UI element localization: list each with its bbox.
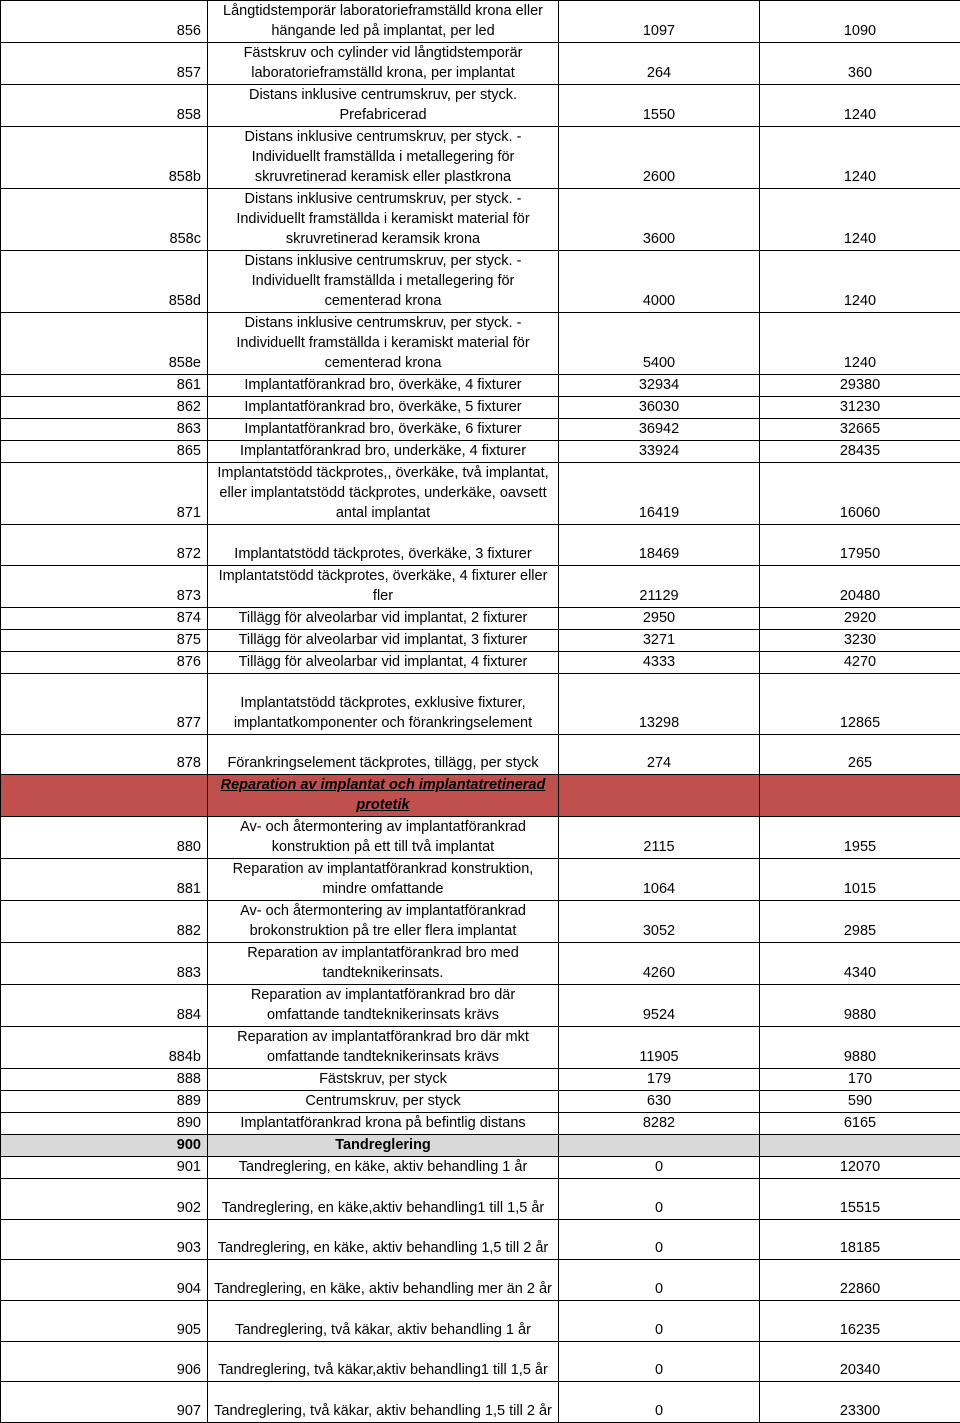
price-b-cell: 18185 <box>760 1220 960 1260</box>
code-cell: 882 <box>1 901 208 943</box>
table-row <box>1 525 960 566</box>
price-a-cell: 264 <box>559 43 760 85</box>
code-cell: 877 <box>1 674 208 735</box>
description-cell: Reparation av implantatförankrad bro där mkt omfattande tandteknikerinsats krävs <box>208 1027 559 1069</box>
description-cell: Tillägg för alveolarbar vid implantat, 3 fixturer <box>208 630 559 652</box>
description-cell: Av- och återmontering av implantatförankrad brokonstruktion på tre eller flera implantat <box>208 901 559 943</box>
description-cell: Reparation av implantatförankrad konstruktion, mindre omfattande <box>208 859 559 901</box>
price-b-cell: 1240 <box>760 313 960 375</box>
price-b-cell: 32665 <box>760 419 960 441</box>
code-cell: 871 <box>1 463 208 525</box>
description-cell: Tandreglering, en käke, aktiv behandling 1 år <box>208 1157 559 1179</box>
table-row <box>1 1 960 43</box>
price-a-cell: 1064 <box>559 859 760 901</box>
price-a-cell: 0 <box>559 1260 760 1301</box>
price-a-cell <box>559 1135 760 1157</box>
price-a-cell: 32934 <box>559 375 760 397</box>
description-cell: Implantatförankrad krona på befintlig distans <box>208 1113 559 1135</box>
price-b-cell: 9880 <box>760 985 960 1027</box>
price-a-cell: 0 <box>559 1342 760 1382</box>
code-cell: 865 <box>1 441 208 463</box>
code-cell: 858 <box>1 85 208 127</box>
price-b-cell: 31230 <box>760 397 960 419</box>
price-a-cell: 630 <box>559 1091 760 1113</box>
price-a-cell: 33924 <box>559 441 760 463</box>
description-cell: Tandreglering, två käkar, aktiv behandling 1 år <box>208 1301 559 1342</box>
price-a-cell: 21129 <box>559 566 760 608</box>
price-b-cell: 2920 <box>760 608 960 630</box>
table-row <box>1 817 960 859</box>
code-cell: 884b <box>1 1027 208 1069</box>
price-a-cell: 18469 <box>559 525 760 566</box>
table-row <box>1 85 960 127</box>
description-cell: Implantatförankrad bro, överkäke, 5 fixturer <box>208 397 559 419</box>
price-b-cell: 1955 <box>760 817 960 859</box>
group-header-row <box>1 1135 960 1157</box>
code-cell: 858c <box>1 189 208 251</box>
section-row <box>1 775 960 817</box>
price-a-cell: 2950 <box>559 608 760 630</box>
price-a-cell <box>559 775 760 817</box>
description-cell: Implantatstödd täckprotes, exklusive fixturer, implantatkomponenter och förankringselement <box>208 674 559 735</box>
table-row <box>1 463 960 525</box>
price-a-cell: 3600 <box>559 189 760 251</box>
code-cell: 888 <box>1 1069 208 1091</box>
code-cell: 876 <box>1 652 208 674</box>
description-cell: Långtidstemporär laboratorieframställd krona eller hängande led på implantat, per led <box>208 1 559 43</box>
code-cell: 874 <box>1 608 208 630</box>
price-b-cell: 28435 <box>760 441 960 463</box>
price-b-cell: 1240 <box>760 127 960 189</box>
code-cell <box>1 775 208 817</box>
code-cell: 902 <box>1 1179 208 1220</box>
table-row <box>1 441 960 463</box>
price-a-cell: 3271 <box>559 630 760 652</box>
description-cell: Implantatstödd täckprotes,, överkäke, två implantat, eller implantatstödd täckprotes, underkäke, oavsett antal implantat <box>208 463 559 525</box>
price-b-cell: 1015 <box>760 859 960 901</box>
price-a-cell: 8282 <box>559 1113 760 1135</box>
price-a-cell: 4000 <box>559 251 760 313</box>
table-row <box>1 1069 960 1091</box>
table-row <box>1 1091 960 1113</box>
table-row <box>1 43 960 85</box>
code-cell: 878 <box>1 735 208 775</box>
description-cell: Tandreglering, en käke, aktiv behandling 1,5 till 2 år <box>208 1220 559 1260</box>
code-cell: 907 <box>1 1382 208 1423</box>
table-row <box>1 943 960 985</box>
table-row <box>1 127 960 189</box>
code-cell: 858e <box>1 313 208 375</box>
price-b-cell: 20480 <box>760 566 960 608</box>
description-cell: Tandreglering, en käke, aktiv behandling mer än 2 år <box>208 1260 559 1301</box>
price-b-cell: 12070 <box>760 1157 960 1179</box>
price-b-cell: 4270 <box>760 652 960 674</box>
price-a-cell: 0 <box>559 1301 760 1342</box>
table-row <box>1 674 960 735</box>
code-cell: 884 <box>1 985 208 1027</box>
code-cell: 904 <box>1 1260 208 1301</box>
code-cell: 903 <box>1 1220 208 1260</box>
table-row <box>1 735 960 775</box>
table-row <box>1 251 960 313</box>
price-a-cell: 179 <box>559 1069 760 1091</box>
price-b-cell: 1090 <box>760 1 960 43</box>
price-b-cell: 15515 <box>760 1179 960 1220</box>
description-cell: Implantatförankrad bro, underkäke, 4 fixturer <box>208 441 559 463</box>
code-cell: 880 <box>1 817 208 859</box>
table-row <box>1 1179 960 1220</box>
price-a-cell: 2600 <box>559 127 760 189</box>
code-cell: 862 <box>1 397 208 419</box>
description-cell: Förankringselement täckprotes, tillägg, per styck <box>208 735 559 775</box>
price-b-cell: 6165 <box>760 1113 960 1135</box>
price-b-cell: 22860 <box>760 1260 960 1301</box>
price-a-cell: 11905 <box>559 1027 760 1069</box>
code-cell: 872 <box>1 525 208 566</box>
price-a-cell: 4260 <box>559 943 760 985</box>
price-b-cell <box>760 1135 960 1157</box>
price-a-cell: 36942 <box>559 419 760 441</box>
description-cell: Tandreglering <box>208 1135 559 1157</box>
price-a-cell: 274 <box>559 735 760 775</box>
price-b-cell: 9880 <box>760 1027 960 1069</box>
table-row <box>1 1342 960 1382</box>
table-row <box>1 1157 960 1179</box>
price-b-cell: 1240 <box>760 189 960 251</box>
table-row <box>1 1220 960 1260</box>
code-cell: 858b <box>1 127 208 189</box>
description-cell: Tandreglering, en käke,aktiv behandling1 till 1,5 år <box>208 1179 559 1220</box>
code-cell: 900 <box>1 1135 208 1157</box>
price-a-cell: 1097 <box>559 1 760 43</box>
price-b-cell: 16060 <box>760 463 960 525</box>
price-a-cell: 16419 <box>559 463 760 525</box>
table-row <box>1 901 960 943</box>
price-a-cell: 2115 <box>559 817 760 859</box>
price-b-cell: 360 <box>760 43 960 85</box>
price-a-cell: 0 <box>559 1220 760 1260</box>
price-b-cell: 16235 <box>760 1301 960 1342</box>
description-cell: Distans inklusive centrumskruv, per styck. - Individuellt framställda i keramiskt material för skruvretinerad keramsik krona <box>208 189 559 251</box>
table-row <box>1 1027 960 1069</box>
table-row <box>1 566 960 608</box>
table-row <box>1 1260 960 1301</box>
price-a-cell: 0 <box>559 1382 760 1423</box>
code-cell: 881 <box>1 859 208 901</box>
price-table-body <box>1 1 960 1423</box>
code-cell: 901 <box>1 1157 208 1179</box>
description-cell: Implantatstödd täckprotes, överkäke, 4 fixturer eller fler <box>208 566 559 608</box>
price-b-cell: 2985 <box>760 901 960 943</box>
table-row <box>1 985 960 1027</box>
price-b-cell: 1240 <box>760 251 960 313</box>
price-b-cell: 4340 <box>760 943 960 985</box>
price-b-cell: 3230 <box>760 630 960 652</box>
description-cell: Implantatförankrad bro, överkäke, 4 fixturer <box>208 375 559 397</box>
description-cell: Implantatstödd täckprotes, överkäke, 3 fixturer <box>208 525 559 566</box>
table-row <box>1 189 960 251</box>
price-b-cell: 12865 <box>760 674 960 735</box>
price-b-cell: 170 <box>760 1069 960 1091</box>
code-cell: 861 <box>1 375 208 397</box>
price-b-cell: 265 <box>760 735 960 775</box>
description-cell: Fästskruv, per styck <box>208 1069 559 1091</box>
price-b-cell: 17950 <box>760 525 960 566</box>
description-cell: Implantatförankrad bro, överkäke, 6 fixturer <box>208 419 559 441</box>
description-cell: Distans inklusive centrumskruv, per styck. - Individuellt framställda i metallegering för skruvretinerad keramisk eller plastkrona <box>208 127 559 189</box>
price-a-cell: 36030 <box>559 397 760 419</box>
description-cell: Centrumskruv, per styck <box>208 1091 559 1113</box>
table-row <box>1 859 960 901</box>
price-b-cell: 29380 <box>760 375 960 397</box>
description-cell: Tillägg för alveolarbar vid implantat, 4 fixturer <box>208 652 559 674</box>
description-cell: Reparation av implantatförankrad bro där omfattande tandteknikerinsats krävs <box>208 985 559 1027</box>
table-row <box>1 375 960 397</box>
price-b-cell <box>760 775 960 817</box>
code-cell: 905 <box>1 1301 208 1342</box>
table-row <box>1 652 960 674</box>
table-row <box>1 313 960 375</box>
table-row <box>1 1382 960 1423</box>
code-cell: 906 <box>1 1342 208 1382</box>
description-cell: Distans inklusive centrumskruv, per styck. - Individuellt framställda i keramiskt material för cementerad krona <box>208 313 559 375</box>
description-cell: Tandreglering, två käkar,aktiv behandling1 till 1,5 år <box>208 1342 559 1382</box>
description-cell: Fästskruv och cylinder vid långtidstemporär laboratorieframställd krona, per implantat <box>208 43 559 85</box>
description-cell: Distans inklusive centrumskruv, per styck. - Individuellt framställda i metallegering för cementerad krona <box>208 251 559 313</box>
code-cell: 857 <box>1 43 208 85</box>
table-row <box>1 397 960 419</box>
price-b-cell: 1240 <box>760 85 960 127</box>
price-a-cell: 0 <box>559 1179 760 1220</box>
code-cell: 863 <box>1 419 208 441</box>
price-b-cell: 23300 <box>760 1382 960 1423</box>
table-row <box>1 1301 960 1342</box>
price-a-cell: 5400 <box>559 313 760 375</box>
code-cell: 883 <box>1 943 208 985</box>
table-row <box>1 608 960 630</box>
price-a-cell: 0 <box>559 1157 760 1179</box>
price-a-cell: 1550 <box>559 85 760 127</box>
code-cell: 889 <box>1 1091 208 1113</box>
code-cell: 858d <box>1 251 208 313</box>
price-a-cell: 4333 <box>559 652 760 674</box>
description-cell: Reparation av implantatförankrad bro med tandteknikerinsats. <box>208 943 559 985</box>
table-row <box>1 419 960 441</box>
description-cell: Reparation av implantat och implantatretinerad protetik <box>208 775 559 817</box>
price-b-cell: 20340 <box>760 1342 960 1382</box>
price-a-cell: 13298 <box>559 674 760 735</box>
table-row <box>1 1113 960 1135</box>
price-b-cell: 590 <box>760 1091 960 1113</box>
table-row <box>1 630 960 652</box>
description-cell: Distans inklusive centrumskruv, per styck. Prefabricerad <box>208 85 559 127</box>
price-a-cell: 3052 <box>559 901 760 943</box>
description-cell: Tandreglering, två käkar, aktiv behandling 1,5 till 2 år <box>208 1382 559 1423</box>
description-cell: Tillägg för alveolarbar vid implantat, 2 fixturer <box>208 608 559 630</box>
code-cell: 890 <box>1 1113 208 1135</box>
description-cell: Av- och återmontering av implantatförankrad konstruktion på ett till två implantat <box>208 817 559 859</box>
code-cell: 873 <box>1 566 208 608</box>
code-cell: 875 <box>1 630 208 652</box>
code-cell: 856 <box>1 1 208 43</box>
price-a-cell: 9524 <box>559 985 760 1027</box>
